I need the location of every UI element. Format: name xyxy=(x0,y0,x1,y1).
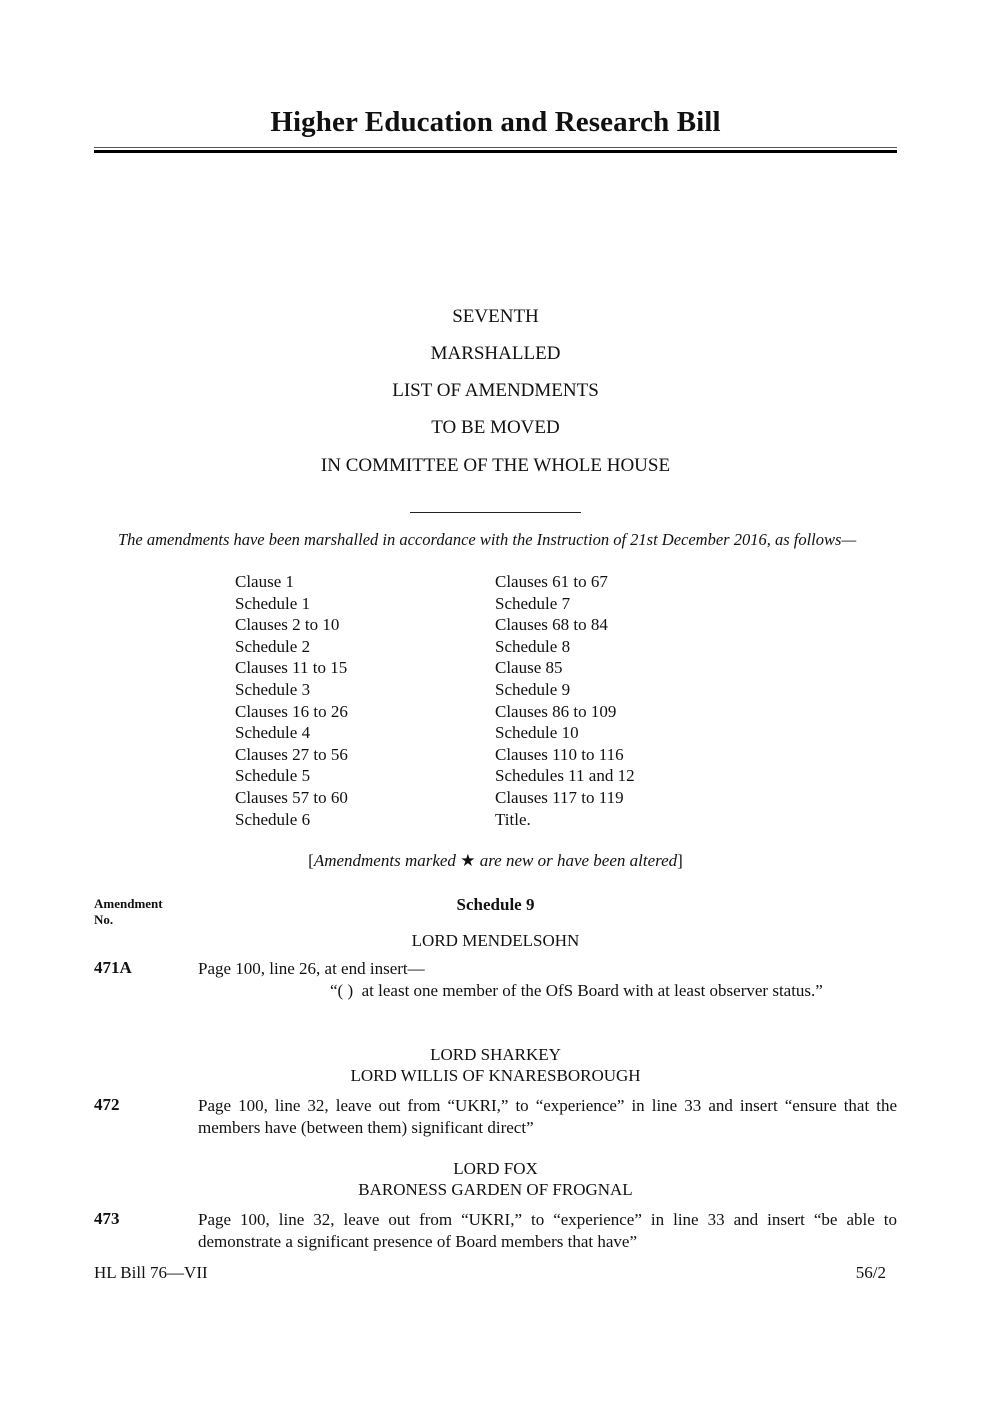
order-item: Title. xyxy=(495,809,531,829)
amendment-number: 471A xyxy=(94,958,132,977)
order-item: Schedule 9 xyxy=(495,679,571,699)
amendment-number: 472 xyxy=(94,1095,120,1114)
order-list-left xyxy=(235,571,348,830)
amendment-text: Page 100, line 32, leave out from “UKRI,” to “experience” in line 33 and insert “ensure that the members have (between them) significant direct” xyxy=(198,1096,897,1137)
amendment-number: 473 xyxy=(94,1209,120,1228)
heading-line-to-be-moved: TO BE MOVED xyxy=(431,417,560,438)
order-item: Schedule 6 xyxy=(235,809,311,829)
title-rule-thick xyxy=(94,150,897,153)
heading-line-list-of-amendments: LIST OF AMENDMENTS xyxy=(392,380,599,401)
order-item: Clauses 27 to 56 xyxy=(235,744,348,764)
note-close-bracket: ] xyxy=(677,851,683,870)
section-divider xyxy=(410,512,581,513)
order-item: Schedule 1 xyxy=(235,593,311,613)
order-item: Clause 85 xyxy=(495,658,563,678)
order-item: Schedules 11 and 12 xyxy=(495,766,635,786)
amendment-member-name: BARONESS GARDEN OF FROGNAL xyxy=(358,1180,633,1199)
star-icon: ★ xyxy=(460,851,476,870)
note-open-bracket: [ xyxy=(308,851,314,870)
amendment-member-name: LORD MENDELSOHN xyxy=(411,931,580,950)
amendment-member-name: LORD WILLIS OF KNARESBOROUGH xyxy=(350,1066,641,1085)
order-item: Schedule 4 xyxy=(235,723,311,743)
order-item: Clause 1 xyxy=(235,572,295,591)
document-title: Higher Education and Research Bill xyxy=(270,106,721,138)
amendment-label-line1: Amendment xyxy=(94,896,163,911)
footer-bill-reference: HL Bill 76—VII xyxy=(94,1263,208,1282)
order-item: Clauses 2 to 10 xyxy=(235,615,340,635)
order-item: Clauses 86 to 109 xyxy=(495,701,617,721)
footer-page-reference: 56/2 xyxy=(855,1263,886,1282)
order-item: Schedule 2 xyxy=(235,636,311,656)
amendment-text: Page 100, line 26, at end insert— xyxy=(198,959,425,978)
order-item: Clauses 16 to 26 xyxy=(235,701,348,721)
amendment-member-name: LORD FOX xyxy=(453,1159,538,1178)
order-item: Clauses 68 to 84 xyxy=(495,615,608,635)
heading-line-seventh: SEVENTH xyxy=(452,306,539,327)
order-item: Clauses 110 to 116 xyxy=(495,744,624,764)
marshalling-intro: The amendments have been marshalled in accordance with the Instruction of 21st December 2016, as follows— xyxy=(118,530,857,549)
order-item: Schedule 10 xyxy=(495,723,579,743)
order-item: Clauses 61 to 67 xyxy=(495,572,608,591)
order-item: Schedule 7 xyxy=(495,593,571,613)
order-item: Schedule 8 xyxy=(495,636,571,656)
note-text-before: Amendments marked xyxy=(313,851,461,870)
amendment-label-line2: No. xyxy=(94,912,114,927)
starred-amendments-note xyxy=(94,851,897,871)
order-item: Schedule 5 xyxy=(235,766,311,786)
title-rule-thin xyxy=(94,147,897,148)
order-item: Clauses 57 to 60 xyxy=(235,787,348,807)
heading-line-marshalled: MARSHALLED xyxy=(430,343,561,364)
order-list-right xyxy=(495,571,635,830)
order-item: Clauses 117 to 119 xyxy=(495,787,624,807)
schedule-heading: Schedule 9 xyxy=(456,895,535,914)
order-item: Schedule 3 xyxy=(235,679,311,699)
amendment-member-name: LORD SHARKEY xyxy=(430,1045,561,1064)
heading-line-committee: IN COMMITTEE OF THE WHOLE HOUSE xyxy=(320,455,671,476)
note-text-after: are new or have been altered xyxy=(475,851,678,870)
amendment-insert-text: “( ) at least one member of the OfS Board with at least observer status.” xyxy=(330,981,823,1000)
order-item: Clauses 11 to 15 xyxy=(235,658,348,678)
amendment-text: Page 100, line 32, leave out from “UKRI,” to “experience” in line 33 and insert “be able to demonstrate a significant presence of Board members that have” xyxy=(198,1210,897,1251)
